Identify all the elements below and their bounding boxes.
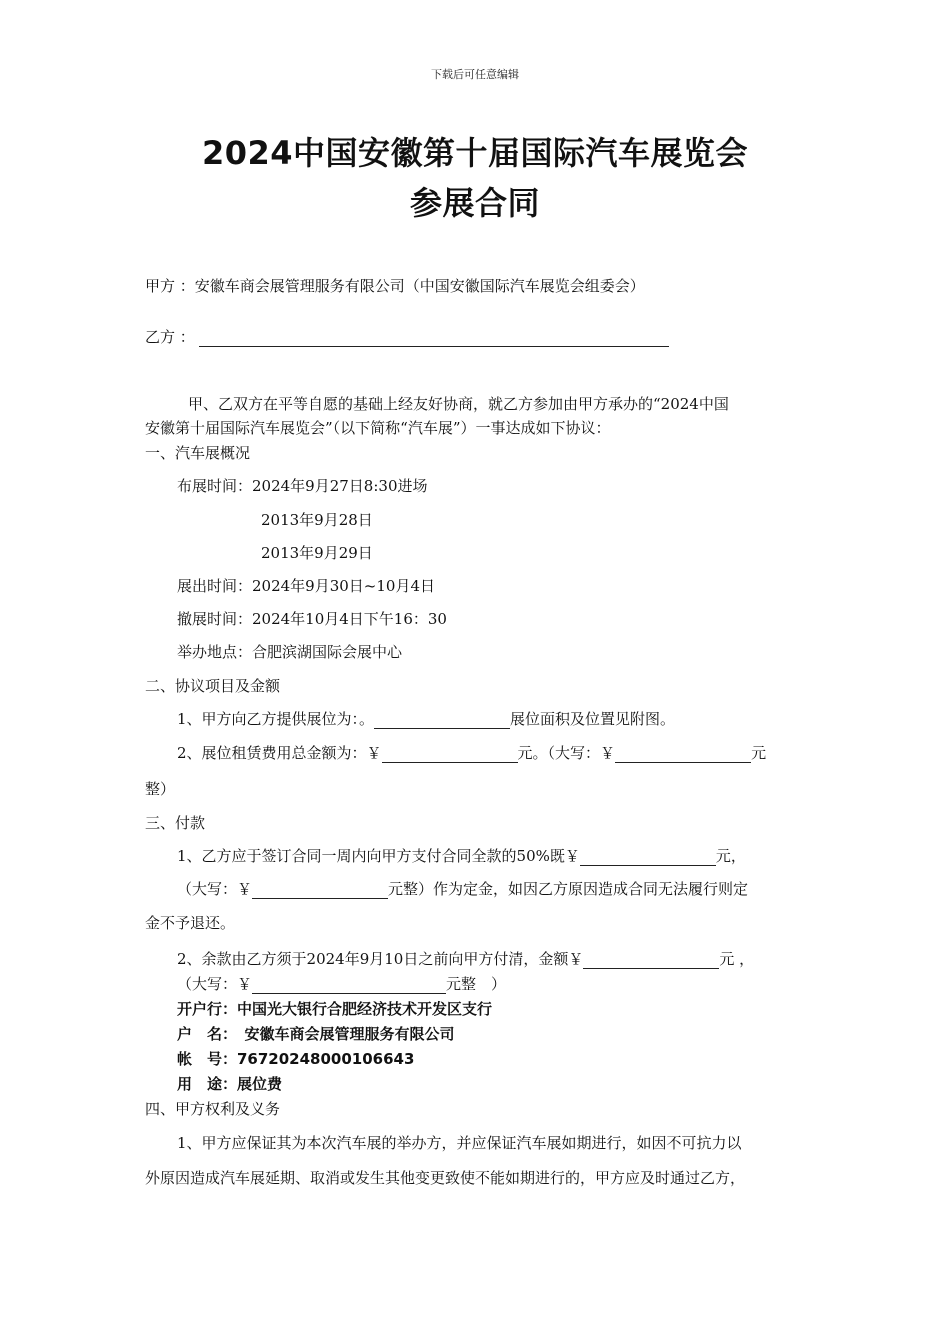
section3-item1-line2 xyxy=(177,879,748,899)
party-b xyxy=(145,327,669,347)
show-time: 展出时间：2024年9月30日~10月4日 xyxy=(177,577,436,595)
setup-time: 布展时间：2024年9月27日8:30进场 xyxy=(177,477,428,495)
account-number: 帐 号：76720248000106643 xyxy=(177,1050,415,1068)
section2-item1-suffix: 展位面积及位置见附图。 xyxy=(510,710,676,728)
section2-item2-wrap: 整） xyxy=(145,780,176,798)
intro-line-1: 甲、乙双方在平等自愿的基础上经友好协商，就乙方参加由甲方承办的“2024中国 xyxy=(188,395,729,413)
section1-heading: 一、汽车展概况 xyxy=(145,444,251,462)
section3-item1-l2-post: 元整）作为定金，如因乙方原因造成合同无法履行则定 xyxy=(388,880,749,898)
section4-heading: 四、甲方权利及义务 xyxy=(145,1100,281,1118)
section3-item2-l2-post: 元整 ） xyxy=(446,975,507,993)
section2-item2-end: 元 xyxy=(751,744,767,762)
setup-time-2: 2013年9月28日 xyxy=(261,511,373,529)
payment-purpose: 用 途：展位费 xyxy=(177,1075,283,1093)
teardown-time: 撤展时间：2024年10月4日下午16：30 xyxy=(177,610,447,628)
document-title: 2024中国安徽第十届国际汽车展览会 xyxy=(201,134,749,172)
bank-name: 开户行：中国光大银行合肥经济技术开发区支行 xyxy=(177,1000,493,1018)
party-a xyxy=(145,276,645,296)
deposit-words-blank[interactable] xyxy=(252,882,388,899)
party-a-value: 安徽车商会展管理服务有限公司（中国安徽国际汽车展览会组委会） xyxy=(194,277,645,295)
party-b-label: 乙方 ： xyxy=(145,328,195,346)
total-amount-words-blank[interactable] xyxy=(615,746,751,763)
venue: 举办地点：合肥滨湖国际会展中心 xyxy=(177,643,403,661)
section2-item2-mid: 元。（大写：￥ xyxy=(517,744,616,762)
deposit-blank[interactable] xyxy=(580,849,716,866)
section3-item1-line3: 金不予退还。 xyxy=(145,914,236,932)
balance-blank[interactable] xyxy=(583,952,719,969)
intro-line-2: 安徽第十届国际汽车展览会”（以下简称“汽车展”）一事达成如下协议： xyxy=(145,419,611,437)
section3-item2-l2-pre: （大写：￥ xyxy=(177,975,253,993)
section3-item2-line2 xyxy=(177,974,506,994)
section2-heading: 二、协议项目及金额 xyxy=(145,677,281,695)
section3-item1 xyxy=(177,846,746,866)
section3-item1-l2-pre: （大写：￥ xyxy=(177,880,253,898)
header-note: 下载后可任意编辑 xyxy=(431,68,519,81)
total-amount-blank[interactable] xyxy=(382,746,518,763)
section3-item2-end: 元 ， xyxy=(719,950,755,968)
section4-item1-line2: 外原因造成汽车展延期、取消或发生其他变更致使不能如期进行的，甲方应及时通过乙方， xyxy=(145,1169,746,1187)
section4-item1-line1: 1、甲方应保证其为本次汽车展的举办方，并应保证汽车展如期进行，如因不可抗力以 xyxy=(177,1134,742,1152)
party-b-blank[interactable] xyxy=(199,330,669,347)
section2-item2 xyxy=(177,743,766,763)
section3-item2 xyxy=(177,949,754,969)
booth-blank[interactable] xyxy=(374,712,510,729)
section3-heading: 三、付款 xyxy=(145,814,206,832)
document-subtitle: 参展合同 xyxy=(409,184,540,222)
party-a-label: 甲方 ： xyxy=(145,277,195,295)
section3-item1-end: 元， xyxy=(715,847,746,865)
section2-item2-text: 2、展位租赁费用总金额为：￥ xyxy=(177,744,382,762)
setup-time-3: 2013年9月29日 xyxy=(261,544,373,562)
section2-item1-text: 1、甲方向乙方提供展位为：。 xyxy=(177,710,375,728)
section3-item1-text: 1、乙方应于签订合同一周内向甲方支付合同全款的50%既￥ xyxy=(177,847,580,865)
section2-item1 xyxy=(177,709,675,729)
account-name: 户 名： 安徽车商会展管理服务有限公司 xyxy=(177,1025,455,1043)
section3-item2-text: 2、余款由乙方须于2024年9月10日之前向甲方付清，金额￥ xyxy=(177,950,584,968)
balance-words-blank[interactable] xyxy=(252,977,446,994)
